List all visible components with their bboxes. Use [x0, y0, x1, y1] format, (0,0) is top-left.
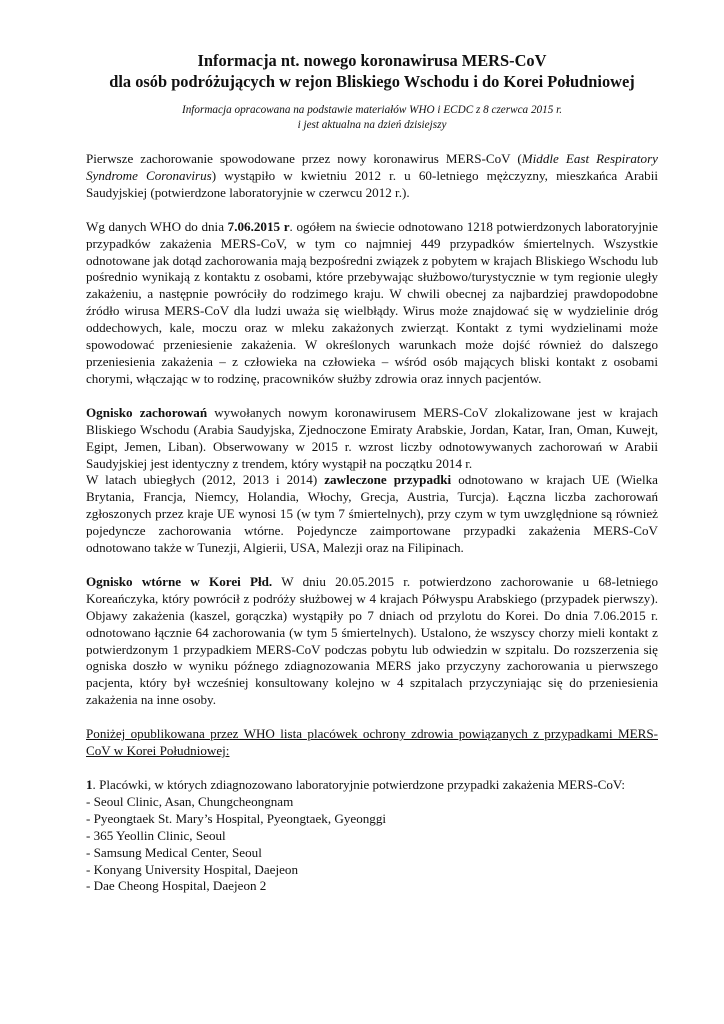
p2-date: 7.06.2015 r [227, 218, 290, 234]
p1-text-a: Pierwsze zachorowanie spowodowane przez nowy koronawirus MERS-CoV ( [86, 151, 522, 166]
section-1-number: 1 [86, 777, 93, 792]
p4-bold: Ognisko wtórne w Korei Płd. [86, 573, 273, 589]
document-page [86, 50, 658, 895]
subtitle-line-1: Informacja opracowana na podstawie materiałów WHO i ECDC z 8 czerwca 2015 r. [181, 104, 563, 116]
list-item: - Seoul Clinic, Asan, Chungcheongnam [86, 793, 294, 809]
p1-italic: Middle East Respiratory Syndrome Coronavirus [86, 151, 658, 183]
p3-bold-2: zawleczone przypadki [324, 472, 452, 488]
list-intro: Poniżej opublikowana przez WHO lista placówek ochrony zdrowia powiązanych z przypadkami MERS-CoV w Korei Południowej: [86, 726, 658, 759]
p4-text-a: W dniu 20.05.2015 r. potwierdzono zachorowanie u 68-letniego Koreańczyka, który powrócił z podróży służbowej w 4 krajach Półwyspu Arabskiego (przypadek pierwszy). Objawy zakażenia (kaszel, gorączka) wystąpiły po 7 dniach od przylotu do Korei. Do dnia 7.06.2015 r. odnotowano łącznie 64 zachorowania (w tym 5 śmiertelnych). Ustalono, że wszyscy chorzy mieli kontakt z potwierdzonym 1 przypadkiem MERS-CoV podczas pobytu lub odwiedzin w szpitalu. Do rozszerzenia się ogniska doszło w wyniku późnego zdiagnozowania MERS jako przyczyny zachorowania u pierwszego pacjenta, który był wcześniej konsultowany kolejno w 4 szpitalach przyczyniając się do przeniesienia zakażenia na inne osoby. [86, 573, 659, 708]
title-line-2: dla osób podróżujących w rejon Bliskiego Wschodu i do Korei Południowej [109, 72, 635, 91]
p3-bold: Ognisko zachorowań [86, 404, 208, 420]
p2-text-a: Wg danych WHO do dnia [86, 218, 228, 234]
paragraph-outbreak [86, 405, 658, 557]
list-item: - Samsung Medical Center, Seoul [86, 844, 262, 860]
document-subtitle [86, 103, 658, 133]
list-item: - Pyeongtaek St. Mary’s Hospital, Pyeongtaek, Gyeonggi [86, 810, 387, 826]
p3-text-c: odnotowano w krajach UE (Wielka Brytania, Francja, Niemcy, Holandia, Włochy, Grecja, Austria, Turcja). Łączna liczba zachorowań zgłoszonych przez kraje UE wynosi 15 (w tym 7 śmiertelnych), przy czym w tym uwzględnione są również pojedyncze zachorowania wtórne. Pojedyncze zaimportowane przypadki zakażenia MERS-CoV odnotowano także w Tunezji, Algierii, USA, Malezji oraz na Filipinach. [86, 472, 658, 556]
paragraph-who-data [86, 219, 658, 388]
list-item: - 365 Yeollin Clinic, Seoul [86, 827, 226, 843]
section-1-heading [86, 777, 658, 794]
paragraph-first-case [86, 151, 658, 202]
section-1-heading-text: . Placówki, w których zdiagnozowano laboratoryjnie potwierdzone przypadki zakażenia MERS-CoV: [92, 777, 625, 792]
list-item: - Dae Cheong Hospital, Daejeon 2 [86, 878, 267, 894]
p3-text-a: wywołanych nowym koronawirusem MERS-CoV zlokalizowane jest w krajach Bliskiego Wschodu (Arabia Saudyjska, Zjednoczone Emiraty Arabskie, Jordan, Katar, Iran, Oman, Kuwejt, Egipt, Jemen, Liban). Obserwowany w 2015 r. wzrost liczby odnotowywanych zachorowań w Arabii Saudyjskiej jest identyczny z trendem, który wystąpił na początku 2014 r. [86, 404, 658, 471]
clinic-list [86, 794, 658, 895]
list-item: - Konyang University Hospital, Daejeon [86, 861, 298, 877]
document-title [86, 50, 658, 92]
subtitle-line-2: i jest aktualna na dzień dzisiejszy [297, 119, 447, 131]
paragraph-korea [86, 574, 658, 709]
p1-text-b: ) wystąpiło w kwietniu 2012 r. u 60-letniego mężczyzny, mieszkańca Arabii Saudyjskiej (potwierdzone laboratoryjnie w czerwcu 2012 r.). [86, 167, 658, 200]
title-line-1: Informacja nt. nowego koronawirusa MERS-CoV [197, 51, 547, 70]
p3-text-b: W latach ubiegłych (2012, 2013 i 2014) [86, 472, 325, 488]
p2-text-b: . ogółem na świecie odnotowano 1218 potwierdzonych laboratoryjnie przypadków zakażenia MERS-CoV, w tym co najmniej 449 przypadków śmiertelnych. Wszystkie odnotowane jak dotąd zachorowania mają bezpośredni związek z pobytem w krajach Bliskiego Wschodu lub pośrednio wynikają z kontaktu z osobami, które przebywając służbowo/turystycznie w tym regionie uległy zakażeniu, a następnie powróciły do rodzimego kraju. W chwili obecnej za najbardziej prawdopodobne źródło wirusa MERS-CoV dla ludzi uważa się wielbłądy. Wirus może znajdować się w wydzielinie dróg oddechowych, kale, moczu oraz w mleku zakażonych zwierząt. Kontakt z tymi wydzielinami może spowodować przeniesienie zakażenia. W określonych warunkach może dojść również do dalszego przeniesienia zakażenia – z człowieka na człowieka – wśród osób mających bliski kontakt z osobami chorymi, włączając w to rodzinę, pracowników służby zdrowia oraz innych pacjentów. [86, 218, 658, 386]
